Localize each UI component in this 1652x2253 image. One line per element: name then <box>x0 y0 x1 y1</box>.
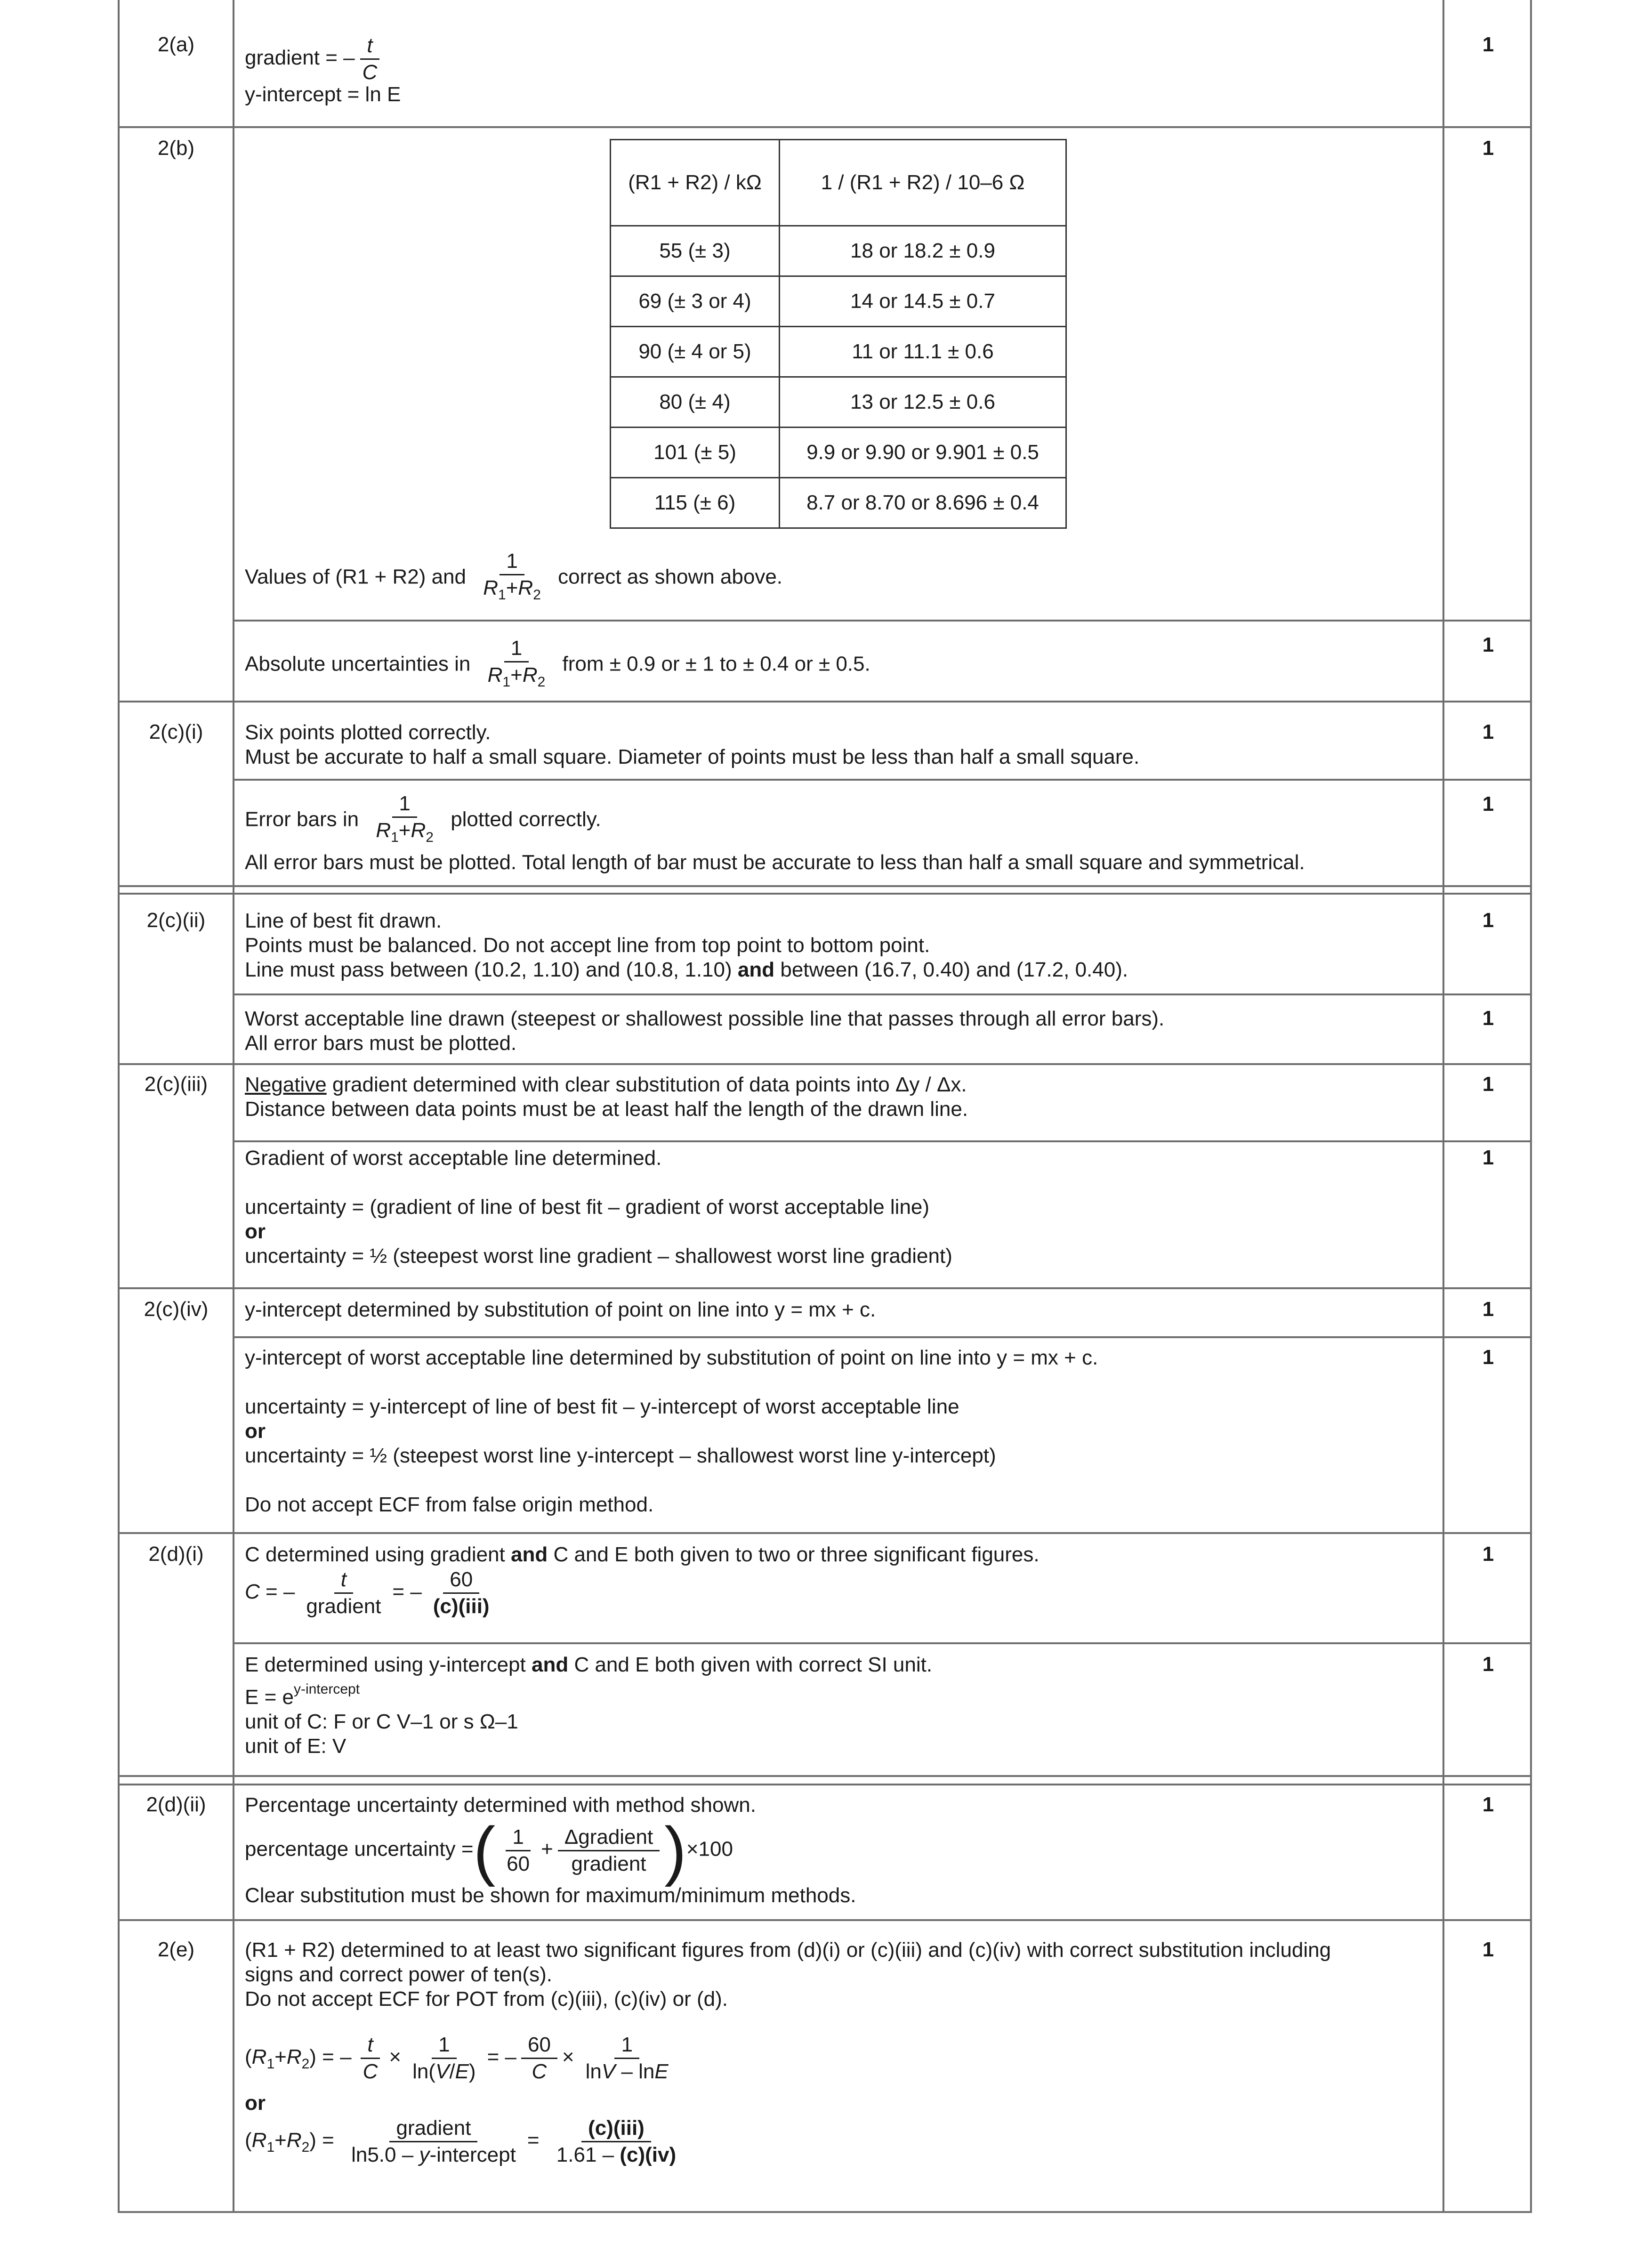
table-cell: 80 (± 4) <box>611 377 780 428</box>
border-marks-col <box>1442 0 1444 2213</box>
rule <box>118 1919 1532 1921</box>
answer-2e: (R1 + R2) determined to at least two significant figures from (d)(i) or (c)(iii) and (c)(iv) with correct substitution including signs and correct power of ten(s). Do not accept ECF for POT from (c)(iii), (c)(iv) or (d). $(R_1+R_2)$ = – $\frac{t}{C}$ × $\frac{1}{\ln(V/E)}$ = – $\frac{60}{C}$ × $\frac{1}{\ln V - \ln E}$ or $(R_1+R_2)$ = $\frac{\text{gradient}}{\text{ln5.0 – y-intercept}}$ = $\frac{\text{(c)(iii)}}{1.61 - (c)(iv)}$ <box>245 1938 1331 2166</box>
answer-2di-a: C determined using gradient and C and E both given to two or three significant figures. C = – $\frac{t}{\text{gradient}}$ = – $\frac{60}{\text{(c)(iii)}}$ <box>245 1543 1040 1618</box>
border-left <box>118 0 120 2213</box>
question-number: 2(c)(iv) <box>144 1298 209 1321</box>
rule <box>118 1287 1532 1289</box>
mark: 1 <box>1482 33 1494 56</box>
mark: 1 <box>1482 1298 1494 1321</box>
answer-2di-b: E determined using y-intercept and C and E both given with correct SI unit. $E = e^{y-intercept}$ unit of C: F or C V–1 or s Ω–1 unit of E: V <box>245 1653 933 1758</box>
table-cell: 13 or 12.5 ± 0.6 <box>780 377 1066 428</box>
question-number: 2(b) <box>157 137 195 160</box>
rule <box>118 1784 1532 1785</box>
table-cell: 90 (± 4 or 5) <box>611 327 780 377</box>
rule <box>118 126 1532 128</box>
mark: 1 <box>1482 720 1494 743</box>
mark: 1 <box>1482 1007 1494 1030</box>
mark: 1 <box>1482 792 1494 816</box>
mark: 1 <box>1482 1793 1494 1816</box>
mark: 1 <box>1482 1542 1494 1566</box>
answer-2ciii-b: Gradient of worst acceptable line determined. uncertainty = (gradient of line of best fit – gradient of worst acceptable line) or uncertainty = ½ (steepest worst line gradient – shallowest worst line gradient) <box>245 1147 952 1268</box>
question-number: 2(c)(ii) <box>146 909 206 932</box>
answer-2cii-b: Worst acceptable line drawn (steepest or shallowest possible line that passes through all error bars). All error bars must be plotted. <box>245 1007 1165 1055</box>
table-cell: 11 or 11.1 ± 0.6 <box>780 327 1066 377</box>
sub-rule <box>233 1642 1532 1644</box>
table-cell: 18 or 18.2 ± 0.9 <box>780 226 1066 276</box>
answer-2ciii-a: Negative gradient determined with clear substitution of data points into Δy / Δx. Distance between data points must be at least half the length of the drawn line. <box>245 1073 968 1121</box>
mark: 1 <box>1482 1073 1494 1096</box>
table-cell: 55 (± 3) <box>611 226 780 276</box>
answer-2civ-b: y-intercept of worst acceptable line determined by substitution of point on line into y = mx + c. uncertainty = y-intercept of line of best fit – y-intercept of worst acceptable line or uncertainty = ½ (steepest worst line y-intercept – shallowest worst line y-intercept) Do not accept ECF from false origin method. <box>245 1346 1098 1516</box>
mark: 1 <box>1482 909 1494 932</box>
values-statement: Values of (R1 + R2) and $\frac{1}{R_1+R_2}$ correct as shown above. <box>245 549 783 603</box>
answer-2cii-a: Line of best fit drawn. Points must be balanced. Do not accept line from top point to bottom point. Line must pass between (10.2, 1.10) and (10.8, 1.10) and between (16.7, 0.40) and (17.2, 0.40). <box>245 909 1128 981</box>
border-question-col <box>233 0 234 2213</box>
rule <box>118 1775 1532 1777</box>
question-number: 2(c)(iii) <box>144 1073 208 1096</box>
y-intercept-line: y-intercept = ln E <box>245 83 401 106</box>
question-number: 2(a) <box>157 33 195 56</box>
border-right <box>1530 0 1532 2213</box>
table-cell: 8.7 or 8.70 or 8.696 ± 0.4 <box>780 478 1066 528</box>
sub-rule <box>233 779 1532 781</box>
rule <box>118 2211 1532 2213</box>
values-table <box>610 139 1067 529</box>
sub-rule <box>233 620 1532 622</box>
question-number: 2(c)(i) <box>149 720 203 743</box>
answer-2a: gradient = – $\frac{t}{C}$ y-intercept = ln E <box>245 33 1422 107</box>
rule <box>118 885 1532 887</box>
table-cell: 69 (± 3 or 4) <box>611 276 780 327</box>
table-header-resistance: (R1 + R2) / kΩ <box>611 140 780 226</box>
sub-rule <box>233 1336 1532 1338</box>
mark: 1 <box>1482 1346 1494 1369</box>
answer-2ci-a: Six points plotted correctly. Must be accurate to half a small square. Diameter of points must be less than half a small square. <box>245 721 1140 768</box>
mark: 1 <box>1482 1146 1494 1169</box>
rule <box>118 1063 1532 1065</box>
gradient-label: gradient = – <box>245 46 355 70</box>
rule <box>118 1532 1532 1534</box>
table-cell: 115 (± 6) <box>611 478 780 528</box>
table-cell: 9.9 or 9.90 or 9.901 ± 0.5 <box>780 428 1066 478</box>
question-number: 2(d)(ii) <box>146 1793 206 1816</box>
table-cell: 14 or 14.5 ± 0.7 <box>780 276 1066 327</box>
mark-scheme-sheet <box>118 0 1532 2213</box>
sub-rule <box>233 1140 1532 1142</box>
rule <box>118 701 1532 703</box>
mark: 1 <box>1482 633 1494 656</box>
question-number: 2(e) <box>157 1938 195 1961</box>
answer-2dii: Percentage uncertainty determined with method shown. percentage uncertainty =( $\frac{1}{60}$ + $\frac{\text{Δgradient}}{\text{gradient}}$ )×100 Clear substitution must be shown for maximum/minimum methods. <box>245 1793 856 1907</box>
answer-2civ-a: y-intercept determined by substitution of point on line into y = mx + c. <box>245 1298 876 1321</box>
mark: 1 <box>1482 137 1494 160</box>
answer-2ci-b: Error bars in $\frac{1}{R_1+R_2}$ plotted correctly. All error bars must be plotted. Total length of bar must be accurate to less than half a small square and symmetrical. <box>245 792 1305 874</box>
mark: 1 <box>1482 1653 1494 1676</box>
uncertainty-statement: Absolute uncertainties in $\frac{1}{R_1+R_2}$ from ± 0.9 or ± 1 to ± 0.4 or ± 0.5. <box>245 637 870 690</box>
table-cell: 101 (± 5) <box>611 428 780 478</box>
question-number: 2(d)(i) <box>148 1542 204 1566</box>
sub-rule <box>233 993 1532 995</box>
mark: 1 <box>1482 1938 1494 1961</box>
rule <box>118 893 1532 895</box>
table-header-reciprocal: 1 / (R1 + R2) / 10–6 Ω <box>780 140 1066 226</box>
